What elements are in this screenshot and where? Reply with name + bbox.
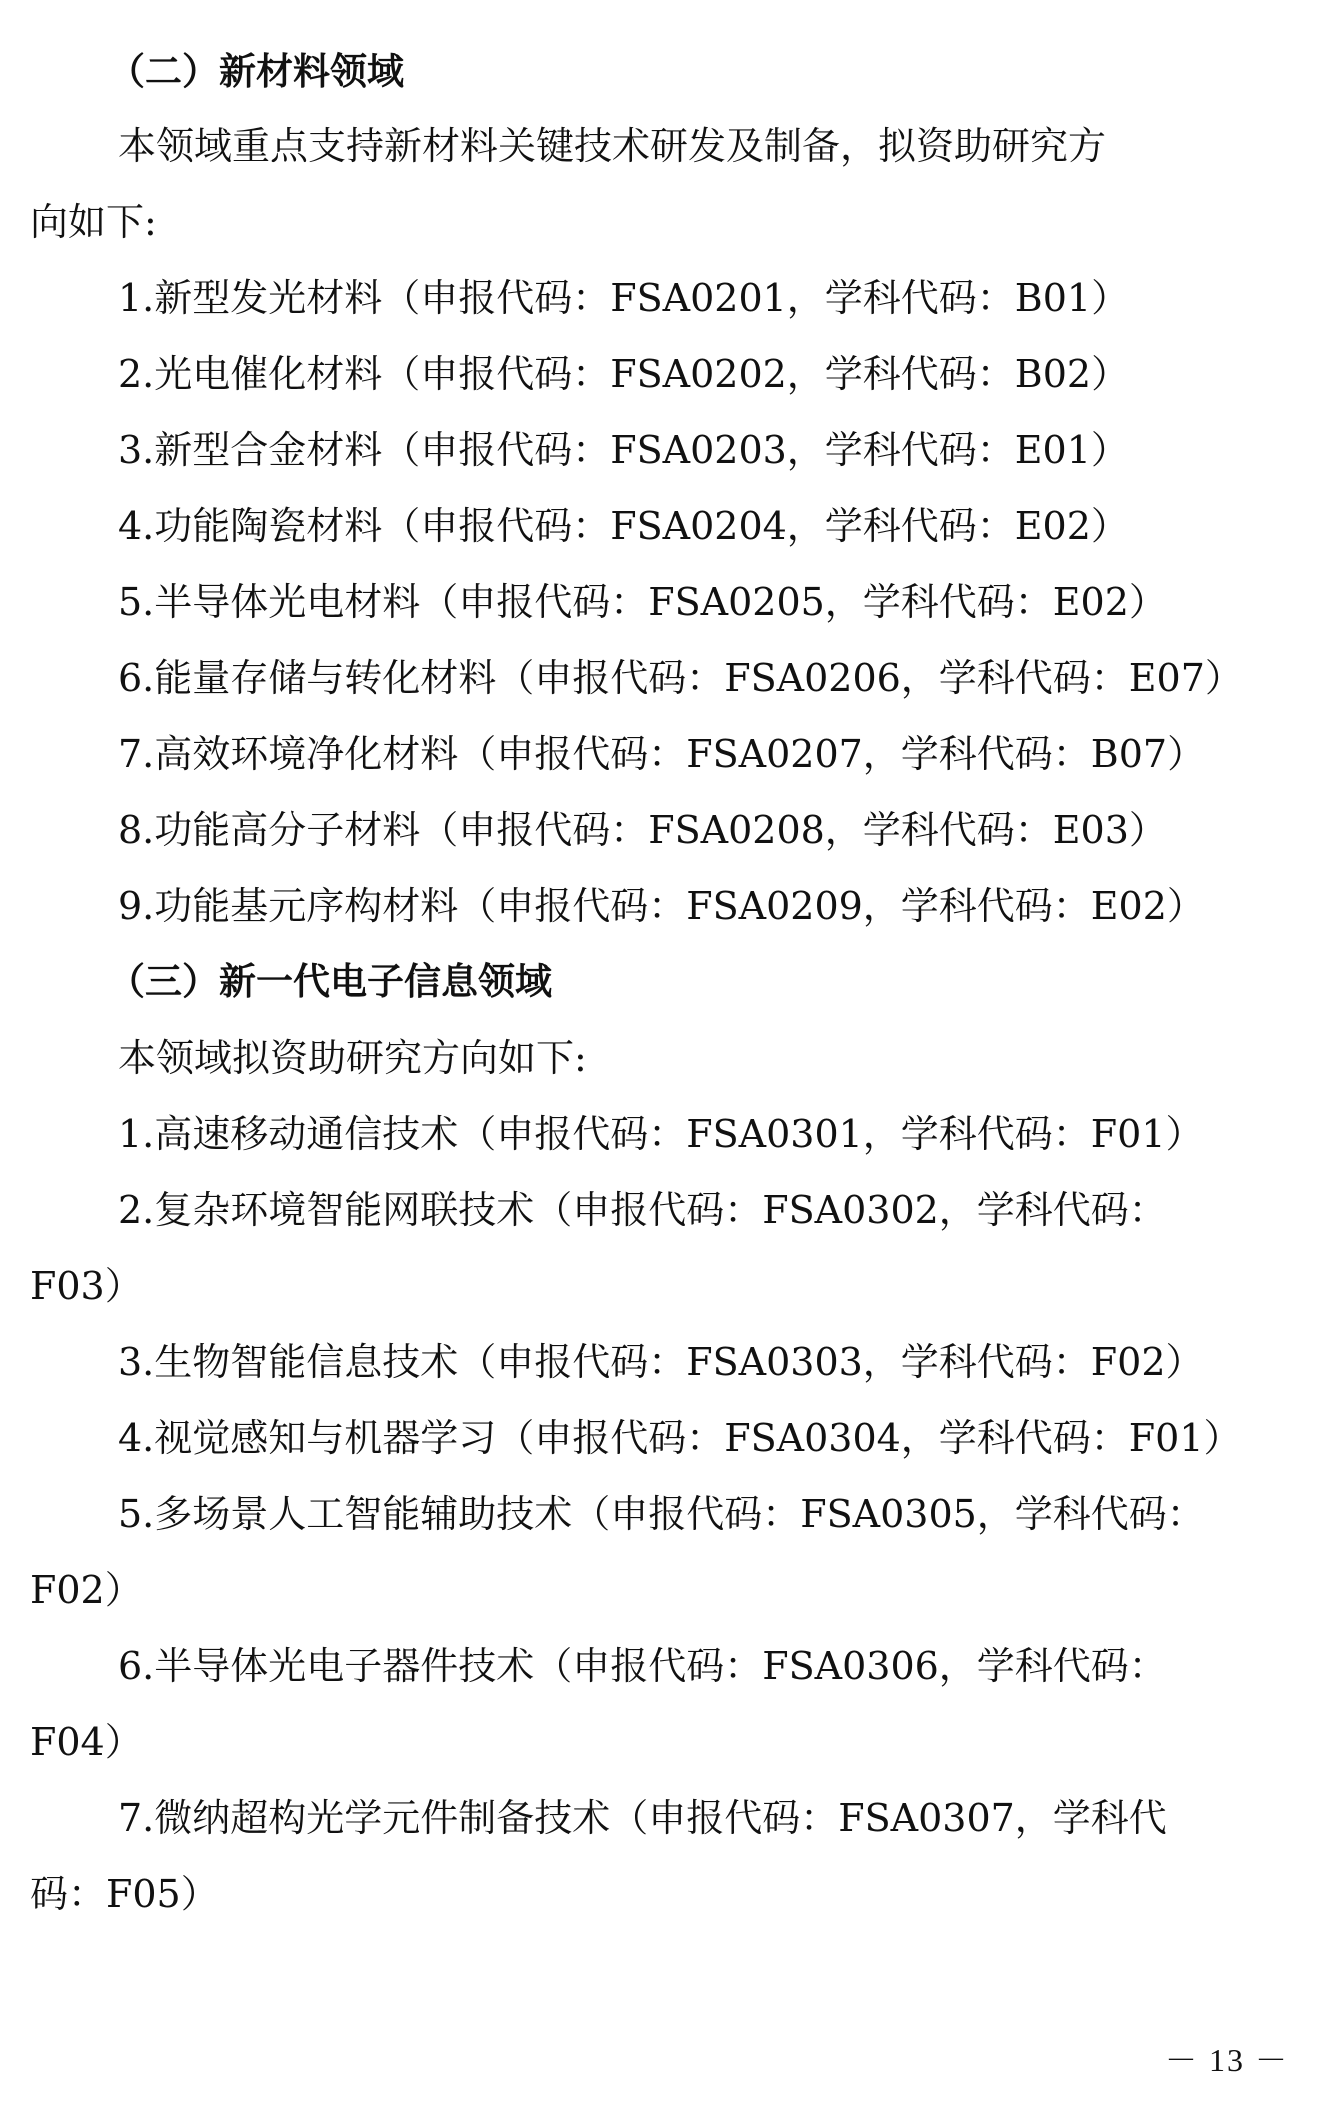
list-item: 2.光电催化材料（申报代码：FSA0202，学科代码：B02） <box>118 352 1130 396</box>
list-item-continuation: F02） <box>30 1568 143 1612</box>
list-item-continuation: F03） <box>30 1264 143 1308</box>
page-number: － 13 － <box>1164 2042 1289 2078</box>
list-item-continuation: F04） <box>30 1720 143 1764</box>
section-heading-new-materials: （二）新材料领域 <box>108 50 404 93</box>
paragraph-line: 向如下: <box>30 200 157 244</box>
list-item: 5.半导体光电材料（申报代码：FSA0205，学科代码：E02） <box>118 580 1167 624</box>
list-item: 4.功能陶瓷材料（申报代码：FSA0204，学科代码：E02） <box>118 504 1129 548</box>
list-item: 6.半导体光电子器件技术（申报代码：FSA0306，学科代码： <box>118 1644 1167 1688</box>
list-item: 7.高效环境净化材料（申报代码：FSA0207，学科代码：B07） <box>118 732 1206 776</box>
list-item: 5.多场景人工智能辅助技术（申报代码：FSA0305，学科代码： <box>118 1492 1205 1536</box>
list-item: 3.新型合金材料（申报代码：FSA0203，学科代码：E01） <box>118 428 1129 472</box>
list-item: 7.微纳超构光学元件制备技术（申报代码：FSA0307，学科代 <box>118 1796 1167 1840</box>
list-item: 2.复杂环境智能网联技术（申报代码：FSA0302，学科代码： <box>118 1188 1167 1232</box>
paragraph-line: 本领域重点支持新材料关键技术研发及制备，拟资助研究方 <box>118 124 1107 168</box>
list-item: 1.高速移动通信技术（申报代码：FSA0301，学科代码：F01） <box>118 1112 1204 1156</box>
list-item: 4.视觉感知与机器学习（申报代码：FSA0304，学科代码：F01） <box>118 1416 1242 1460</box>
paragraph-line: 本领域拟资助研究方向如下: <box>118 1036 587 1080</box>
list-item: 3.生物智能信息技术（申报代码：FSA0303，学科代码：F02） <box>118 1340 1204 1384</box>
section-heading-electronic-info: （三）新一代电子信息领域 <box>108 960 552 1003</box>
list-item: 8.功能高分子材料（申报代码：FSA0208，学科代码：E03） <box>118 808 1167 852</box>
list-item-continuation: 码：F05） <box>30 1872 219 1916</box>
list-item: 1.新型发光材料（申报代码：FSA0201，学科代码：B01） <box>118 276 1130 320</box>
list-item: 6.能量存储与转化材料（申报代码：FSA0206，学科代码：E07） <box>118 656 1243 700</box>
list-item: 9.功能基元序构材料（申报代码：FSA0209，学科代码：E02） <box>118 884 1205 928</box>
